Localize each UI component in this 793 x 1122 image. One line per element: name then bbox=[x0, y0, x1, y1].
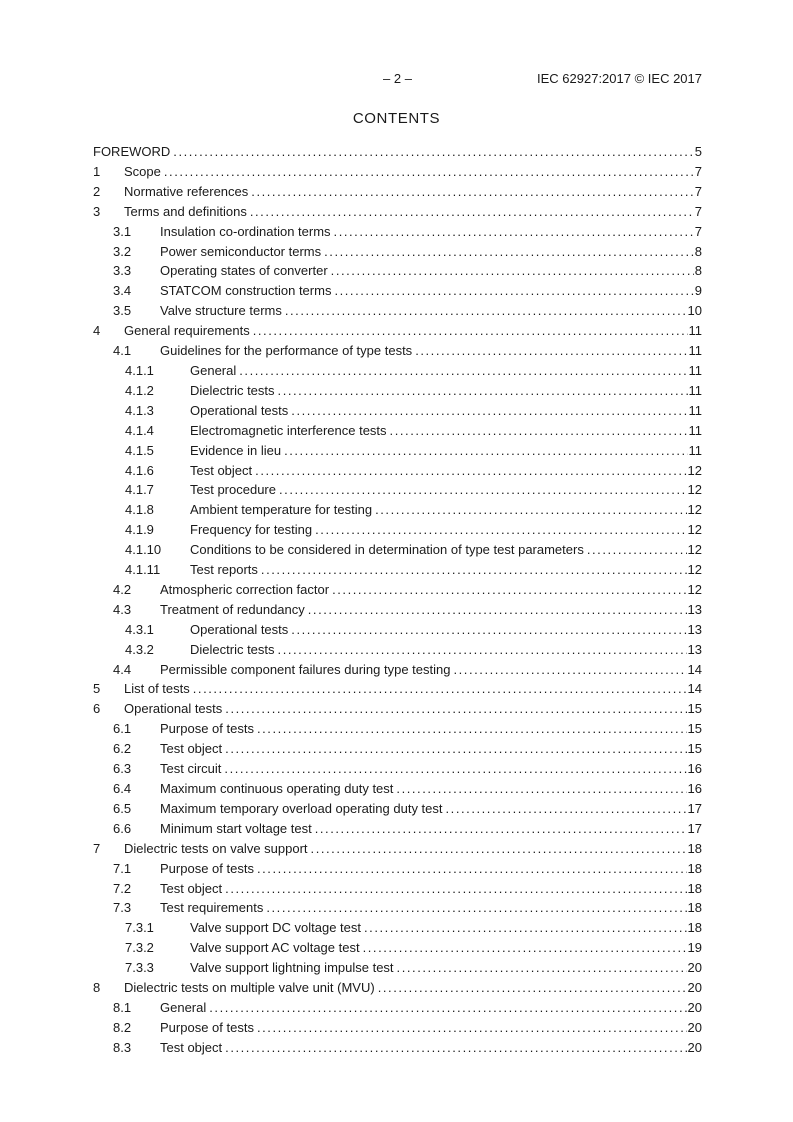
toc-entry-number: 7.3 bbox=[113, 900, 132, 916]
toc-entry-title: Normative references bbox=[124, 183, 249, 199]
toc-entry bbox=[93, 759, 702, 779]
toc-leader-dots bbox=[394, 958, 687, 978]
toc-entry-title: Dielectric tests on multiple valve unit (MVU) bbox=[124, 980, 375, 996]
toc-entry-number: 4.1.6 bbox=[125, 462, 154, 478]
toc-entry-number: 4.1.3 bbox=[125, 402, 154, 418]
toc-entry bbox=[93, 480, 702, 500]
toc-leader-dots bbox=[321, 242, 694, 262]
toc-entry bbox=[93, 978, 702, 998]
toc-entry-title: Purpose of tests bbox=[160, 721, 254, 737]
toc-entry-title: Scope bbox=[124, 163, 161, 179]
toc-entry bbox=[93, 699, 702, 719]
toc-entry-title: Maximum continuous operating duty test bbox=[160, 781, 394, 796]
toc-entry-title: Test object bbox=[160, 880, 223, 896]
toc-entry bbox=[93, 142, 702, 162]
toc-entry bbox=[93, 898, 702, 918]
toc-entry-page: 18 bbox=[687, 860, 702, 876]
toc-entry-title: Valve structure terms bbox=[160, 303, 282, 319]
toc-entry-page: 20 bbox=[687, 960, 702, 976]
toc-leader-dots bbox=[221, 759, 686, 779]
toc-entry-title: General bbox=[190, 362, 237, 378]
toc-entry-page: 16 bbox=[687, 761, 702, 777]
toc-entry-title: General requirements bbox=[124, 323, 250, 339]
toc-entry-page: 18 bbox=[687, 880, 702, 896]
page-number-label: – 2 – bbox=[383, 71, 412, 86]
toc-entry-page: 8 bbox=[694, 263, 702, 279]
toc-entry-number: 3 bbox=[93, 203, 101, 219]
toc-entry bbox=[93, 819, 702, 839]
toc-entry-page: 14 bbox=[687, 681, 702, 697]
toc-entry bbox=[93, 321, 702, 341]
toc-leader-dots bbox=[254, 859, 687, 879]
toc-leader-dots bbox=[361, 918, 687, 938]
toc-entry-title: Purpose of tests bbox=[160, 1019, 254, 1035]
toc-leader-dots bbox=[584, 540, 687, 560]
toc-entry-title: Electromagnetic interference tests bbox=[190, 422, 387, 438]
toc-entry-title: Dielectric tests bbox=[190, 382, 275, 398]
toc-leader-dots bbox=[312, 520, 686, 540]
toc-entry-title: Test circuit bbox=[160, 761, 222, 777]
toc-entry-page: 12 bbox=[687, 482, 702, 498]
toc-entry-page: 8 bbox=[694, 243, 702, 259]
toc-entry-page: 15 bbox=[687, 721, 702, 737]
toc-entry-page: 15 bbox=[687, 741, 702, 757]
doc-reference: IEC 62927:2017 © IEC 2017 bbox=[537, 71, 702, 86]
toc-entry-page: 11 bbox=[688, 362, 702, 378]
toc-leader-dots bbox=[170, 142, 693, 162]
toc-entry-page: 20 bbox=[687, 1019, 702, 1035]
toc-leader-dots bbox=[247, 202, 694, 222]
toc-entry-title: Maximum temporary overload operating duty test bbox=[160, 800, 443, 816]
toc-entry bbox=[93, 839, 702, 859]
toc-leader-dots bbox=[263, 898, 686, 918]
toc-entry-number: 3.2 bbox=[113, 243, 132, 259]
toc-entry-number: 6.2 bbox=[113, 741, 132, 757]
toc-entry-number: 4.1.2 bbox=[125, 382, 154, 398]
toc-entry bbox=[93, 202, 702, 222]
toc-entry-title: FOREWORD bbox=[93, 144, 171, 159]
toc-entry-page: 13 bbox=[687, 621, 702, 637]
toc-entry-number: 4 bbox=[93, 323, 101, 339]
toc-entry bbox=[93, 958, 702, 978]
toc-entry-page: 15 bbox=[687, 701, 702, 717]
toc-entry-page: 11 bbox=[688, 402, 702, 418]
toc-entry-title: Valve support DC voltage test bbox=[190, 920, 362, 936]
toc-entry-page: 11 bbox=[688, 382, 702, 398]
toc-leader-dots bbox=[331, 222, 694, 242]
toc-entry-page: 20 bbox=[687, 999, 702, 1015]
toc-leader-dots bbox=[282, 301, 687, 321]
toc-entry-number: 8.2 bbox=[113, 1019, 132, 1035]
toc-entry bbox=[93, 739, 702, 759]
toc-leader-dots bbox=[222, 699, 686, 719]
toc-entry bbox=[93, 640, 702, 660]
toc-entry-title: Ambient temperature for testing bbox=[190, 502, 373, 518]
toc-entry bbox=[93, 799, 702, 819]
toc-entry bbox=[93, 500, 702, 520]
toc-entry bbox=[93, 998, 702, 1018]
toc-entry-page: 20 bbox=[687, 980, 702, 996]
toc-entry-title: Operational tests bbox=[190, 402, 289, 418]
toc-leader-dots bbox=[275, 640, 687, 660]
toc-entry-number: 7 bbox=[93, 840, 101, 856]
toc-entry-number: 4.1.8 bbox=[125, 502, 154, 518]
toc-leader-dots bbox=[252, 461, 686, 481]
toc-entry bbox=[93, 222, 702, 242]
toc-entry-number: 4.1.11 bbox=[125, 562, 161, 578]
toc-entry-number: 6.5 bbox=[113, 800, 132, 816]
toc-leader-dots bbox=[258, 560, 687, 580]
toc-entry bbox=[93, 540, 702, 560]
page-header bbox=[93, 71, 702, 89]
toc-entry-number: 4.2 bbox=[113, 581, 132, 597]
toc-entry-page: 14 bbox=[687, 661, 702, 677]
toc-entry-number: 7.3.2 bbox=[125, 940, 154, 956]
toc-entry-title: General bbox=[160, 999, 207, 1015]
toc-entry-number: 7.1 bbox=[113, 860, 132, 876]
toc-entry-page: 9 bbox=[694, 283, 702, 299]
toc-entry-page: 7 bbox=[694, 163, 702, 179]
toc-entry bbox=[93, 381, 702, 401]
toc-entry-number: 3.3 bbox=[113, 263, 132, 279]
toc-entry-page: 12 bbox=[687, 581, 702, 597]
toc-entry-page: 7 bbox=[694, 223, 702, 239]
toc-entry-page: 7 bbox=[694, 183, 702, 199]
toc-leader-dots bbox=[387, 421, 688, 441]
toc-leader-dots bbox=[393, 779, 686, 799]
toc-entry-number: 4.1 bbox=[113, 343, 132, 359]
toc-entry-title: Minimum start voltage test bbox=[160, 820, 312, 836]
toc-entry-title: List of tests bbox=[124, 681, 190, 697]
toc-entry-title: Operational tests bbox=[124, 701, 223, 717]
toc-leader-dots bbox=[308, 839, 687, 859]
toc-entry-number: 4.1.1 bbox=[125, 362, 154, 378]
toc-entry-title: Evidence in lieu bbox=[190, 442, 282, 458]
toc-leader-dots bbox=[254, 1018, 687, 1038]
toc-entry-page: 11 bbox=[688, 422, 702, 438]
toc-entry-number: 6.4 bbox=[113, 781, 132, 796]
toc-entry bbox=[93, 600, 702, 620]
toc-entry-number: 6 bbox=[93, 701, 101, 717]
toc-entry-number: 4.3.2 bbox=[125, 641, 154, 657]
toc-entry-title: Test object bbox=[160, 741, 223, 757]
toc-entry-title: Test procedure bbox=[190, 482, 276, 498]
toc-entry-title: STATCOM construction terms bbox=[160, 283, 332, 299]
toc-entry-page: 12 bbox=[687, 462, 702, 478]
toc-entry-number: 8.3 bbox=[113, 1039, 132, 1055]
toc-leader-dots bbox=[329, 580, 686, 600]
toc-entry bbox=[93, 859, 702, 879]
toc-entry-number: 8 bbox=[93, 980, 101, 996]
toc-leader-dots bbox=[250, 321, 688, 341]
toc-leader-dots bbox=[161, 162, 694, 182]
toc-entry-title: Test object bbox=[160, 1039, 223, 1055]
toc-leader-dots bbox=[275, 381, 688, 401]
toc-entry bbox=[93, 560, 702, 580]
toc-entry-title: Operational tests bbox=[190, 621, 289, 637]
toc-entry-page: 11 bbox=[688, 343, 702, 359]
toc-entry bbox=[93, 879, 702, 899]
toc-entry-number: 6.6 bbox=[113, 820, 132, 836]
toc-entry bbox=[93, 261, 702, 281]
toc-entry-page: 12 bbox=[687, 542, 702, 558]
toc-leader-dots bbox=[450, 660, 686, 680]
toc-entry-number: 8.1 bbox=[113, 999, 132, 1015]
toc-entry-title: Test object bbox=[190, 462, 253, 478]
toc-entry bbox=[93, 461, 702, 481]
toc-entry-page: 12 bbox=[687, 502, 702, 518]
toc-entry bbox=[93, 719, 702, 739]
toc-entry-page: 12 bbox=[687, 522, 702, 538]
toc-entry bbox=[93, 301, 702, 321]
toc-leader-dots bbox=[375, 978, 687, 998]
toc-leader-dots bbox=[372, 500, 686, 520]
toc-entry-title: Conditions to be considered in determination of type test parameters bbox=[190, 542, 584, 558]
toc-entry-page: 20 bbox=[687, 1039, 702, 1055]
toc-entry-number: 1 bbox=[93, 163, 101, 179]
toc-entry-title: Frequency for testing bbox=[190, 522, 313, 538]
toc-entry-number: 7.3.3 bbox=[125, 960, 154, 976]
toc-leader-dots bbox=[312, 819, 687, 839]
toc-leader-dots bbox=[248, 182, 693, 202]
toc-entry-number: 4.3.1 bbox=[125, 621, 154, 637]
toc-entry-title: Insulation co-ordination terms bbox=[160, 223, 331, 239]
toc-entry-page: 16 bbox=[687, 781, 702, 796]
toc-entry bbox=[93, 520, 702, 540]
toc-entry bbox=[93, 441, 702, 461]
toc-leader-dots bbox=[305, 600, 687, 620]
toc-entry-number: 4.1.9 bbox=[125, 522, 154, 538]
toc-leader-dots bbox=[360, 938, 687, 958]
toc-entry bbox=[93, 341, 702, 361]
toc-entry-page: 17 bbox=[687, 820, 702, 836]
toc-entry-title: Dielectric tests bbox=[190, 641, 275, 657]
toc-entry-number: 7.2 bbox=[113, 880, 132, 896]
toc-entry-title: Treatment of redundancy bbox=[160, 601, 305, 617]
toc-entry bbox=[93, 361, 702, 381]
toc-entry-page: 7 bbox=[694, 203, 702, 219]
toc-entry bbox=[93, 421, 702, 441]
toc-leader-dots bbox=[288, 620, 686, 640]
toc-entry-title: Test requirements bbox=[160, 900, 264, 916]
toc-entry-number: 4.1.7 bbox=[125, 482, 154, 498]
toc-entry-title: Purpose of tests bbox=[160, 860, 254, 876]
toc-leader-dots bbox=[276, 480, 687, 500]
toc-entry-page: 19 bbox=[687, 940, 702, 956]
toc-leader-dots bbox=[254, 719, 687, 739]
toc-entry bbox=[93, 281, 702, 301]
toc-entry-title: Terms and definitions bbox=[124, 203, 247, 219]
toc-entry bbox=[93, 660, 702, 680]
toc-entry-page: 11 bbox=[688, 442, 702, 458]
toc-leader-dots bbox=[236, 361, 687, 381]
toc-entry-title: Permissible component failures during type testing bbox=[160, 661, 451, 677]
toc-entry bbox=[93, 918, 702, 938]
toc-entry-number: 4.3 bbox=[113, 601, 132, 617]
toc-entry bbox=[93, 242, 702, 262]
toc-entry bbox=[93, 182, 702, 202]
toc-entry bbox=[93, 580, 702, 600]
toc-entry-number: 4.1.10 bbox=[125, 542, 162, 558]
toc-entry-number: 3.4 bbox=[113, 283, 132, 299]
toc-entry-page: 17 bbox=[687, 800, 702, 816]
toc-entry-title: Valve support lightning impulse test bbox=[190, 960, 394, 976]
toc-entry-page: 5 bbox=[694, 144, 702, 159]
toc-entry-page: 18 bbox=[687, 900, 702, 916]
toc-leader-dots bbox=[281, 441, 687, 461]
toc-entry bbox=[93, 1018, 702, 1038]
toc-entry-title: Guidelines for the performance of type tests bbox=[160, 343, 413, 359]
toc-entry-title: Power semiconductor terms bbox=[160, 243, 322, 259]
toc-leader-dots bbox=[331, 281, 693, 301]
toc-entry-number: 4.1.4 bbox=[125, 422, 154, 438]
toc-entry-number: 2 bbox=[93, 183, 101, 199]
toc-entry-title: Valve support AC voltage test bbox=[190, 940, 360, 956]
toc-entry bbox=[93, 401, 702, 421]
toc-entry-number: 7.3.1 bbox=[125, 920, 154, 936]
toc-leader-dots bbox=[206, 998, 686, 1018]
toc-entry-page: 18 bbox=[687, 840, 702, 856]
toc-leader-dots bbox=[412, 341, 687, 361]
toc-entry-page: 12 bbox=[687, 562, 702, 578]
toc-entry-title: Operating states of converter bbox=[160, 263, 328, 279]
toc-list bbox=[93, 142, 702, 1058]
toc-entry-page: 13 bbox=[687, 601, 702, 617]
toc-leader-dots bbox=[328, 261, 694, 281]
toc-entry-number: 3.1 bbox=[113, 223, 132, 239]
toc-entry bbox=[93, 938, 702, 958]
toc-entry-page: 18 bbox=[687, 920, 702, 936]
toc-leader-dots bbox=[222, 1038, 686, 1058]
toc-leader-dots bbox=[222, 739, 686, 759]
toc-entry bbox=[93, 679, 702, 699]
toc-entry-title: Test reports bbox=[190, 562, 258, 578]
toc-entry-number: 4.1.5 bbox=[125, 442, 154, 458]
toc-leader-dots bbox=[190, 679, 687, 699]
toc-entry-page: 11 bbox=[688, 323, 702, 339]
toc-leader-dots bbox=[443, 799, 687, 819]
toc-entry-page: 13 bbox=[687, 641, 702, 657]
toc-entry-title: Atmospheric correction factor bbox=[160, 581, 330, 597]
toc-entry bbox=[93, 162, 702, 182]
toc-entry bbox=[93, 779, 702, 799]
toc-entry-page: 10 bbox=[687, 303, 702, 319]
toc-entry-number: 5 bbox=[93, 681, 101, 697]
toc-leader-dots bbox=[288, 401, 687, 421]
contents-title: CONTENTS bbox=[352, 110, 441, 127]
toc-entry-number: 3.5 bbox=[113, 303, 132, 319]
toc-entry bbox=[93, 620, 702, 640]
toc-entry bbox=[93, 1038, 702, 1058]
toc-entry-number: 4.4 bbox=[113, 661, 132, 677]
toc-entry-number: 6.3 bbox=[113, 761, 132, 777]
toc-leader-dots bbox=[222, 879, 686, 899]
toc-entry-number: 6.1 bbox=[113, 721, 132, 737]
toc-entry-title: Dielectric tests on valve support bbox=[124, 840, 308, 856]
